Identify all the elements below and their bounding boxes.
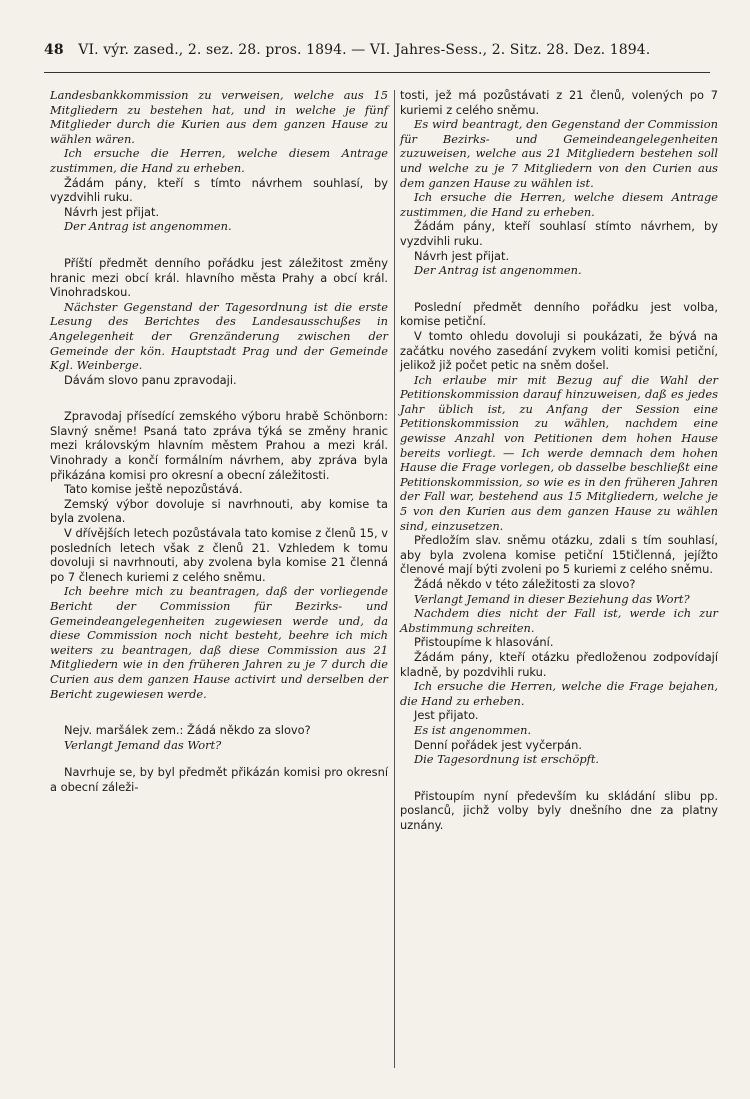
paragraph: Jest přijato. <box>414 708 479 723</box>
paragraph: Die Tagesordnung ist erschöpft. <box>414 752 600 767</box>
paragraph: tosti, jež má pozůstávati z 21 členů, volených po 7 kuriemi z celého sněmu. <box>400 88 718 117</box>
right-column <box>400 88 718 833</box>
page-number: 48 <box>44 42 64 58</box>
paragraph: Předložím slav. sněmu otázku, zdali s tím souhlasí, aby byla zvolena komise petiční 15tičlenná, jejížto členové mají býti zvoleni po 5 kuriemi z celého sněmu. <box>400 533 718 577</box>
paragraph: Es wird beantragt, den Gegenstand der Commission für Bezirks- und Gemeindeangelegenheiten zuzuweisen, welche aus 21 Mitgliedern bestehen soll und welche zu je 7 Mitgliedern von den Curien aus dem ganzen Hause zu wählen ist. <box>400 117 718 190</box>
header-rule <box>44 72 710 73</box>
paragraph: Návrh jest přijat. <box>414 248 510 263</box>
running-header <box>44 42 710 58</box>
paragraph: Ich erlaube mir mit Bezug auf die Wahl der Petitionskommission darauf hinzuweisen, daß es jedes Jahr üblich ist, zu Anfang der Session eine Petitionskommission zu wählen, nachdem eine gewisse Anzahl von Petitionen dem hohen Hause bereits vorliegt. — Ich werde demnach dem hohen Hause die Frage vorlegen, ob dasselbe beschließt eine Petitionskommission, so wie es in den früheren Jahren der Fall war, bestehend aus 15 Mitgliedern, welche je 5 von den Kurien aus dem ganzen Hause zu wählen sind, einzusetzen. <box>400 372 718 533</box>
paragraph: Ich ersuche die Herren, welche diesem Antrage zustimmen, die Hand zu erheben. <box>400 190 718 219</box>
paragraph: Poslední předmět denního pořádku jest volba, komise petiční. <box>400 299 718 329</box>
paragraph: Zemský výbor dovoluje si navrhnouti, aby komise ta byla zvolena. <box>50 496 388 526</box>
paragraph: Nächster Gegenstand der Tagesordnung ist die erste Lesung des Berichtes des Landesausschußes in Angelegenheit der Grenzänderung zwischen der Gemeinde der kön. Hauptstadt Prag und der Gemeinde Kgl. Weinberge. <box>50 299 388 373</box>
paragraph: Verlangt Jemand das Wort? <box>64 737 222 752</box>
paragraph: Es ist angenommen. <box>414 722 532 737</box>
paragraph: Návrh jest přijat. <box>64 204 160 219</box>
column-divider <box>394 90 395 1068</box>
running-title: VI. výr. zased., 2. sez. 28. pros. 1894. — VI. Jahres-Sess., 2. Sitz. 28. Dez. 1894. <box>78 42 651 58</box>
paragraph: Žádá někdo v této záležitosti za slovo? <box>414 577 636 591</box>
paragraph: V dřívějších letech pozůstávala tato komise z členů 15, v posledních letech však z členů 21. Vzhledem k tomu dovoluji si navrhnouti, aby zvolena byla komise 21 členná po 7 členech kuriemi z celého sněmu. <box>50 526 388 584</box>
paragraph: Navrhuje se, by byl předmět přikázán komisi pro okresní a obecní záleži- <box>50 765 388 794</box>
paragraph: Verlangt Jemand in dieser Beziehung das Wort? <box>414 591 690 606</box>
paragraph: Ich ersuche die Herren, welche diesem Antrage zustimmen, die Hand zu erheben. <box>50 146 388 175</box>
paragraph: Příští předmět denního pořádku jest záležitost změny hranic mezi obcí král. hlavního města Prahy a obcí král. Vinohradskou. <box>50 255 388 300</box>
paragraph: V tomto ohledu dovoluji si poukázati, že bývá na začátku nového zasedání zvykem voliti komisi petiční, jelikož již počet petic na sněm došel. <box>400 328 718 373</box>
paragraph: Der Antrag ist angenommen. <box>414 263 582 278</box>
paragraph: Žádám pány, kteří souhlasí stímto návrhem, by vyzdvihli ruku. <box>400 219 718 248</box>
paragraph: Nejv. maršálek zem.: Žádá někdo za slovo? <box>64 723 311 738</box>
paragraph: Žádám pány, kteří otázku předloženou zodpovídají kladně, by pozdvihli ruku. <box>400 649 718 679</box>
paragraph: Zpravodaj přísedící zemského výboru hrabě Schönborn: Slavný sněme! Psaná tato zpráva týká se změny hranic mezi královským hlavním městem Prahou a mezi král. Vinohrady a končí formálním návrhem, aby zpráva byla přikázána komisi pro okresní a obecní záležitosti. <box>50 409 388 482</box>
left-column <box>50 88 388 795</box>
paragraph: Tato komise ještě nepozůstává. <box>64 482 243 497</box>
paragraph: Nachdem dies nicht der Fall ist, werde ich zur Abstimmung schreiten. <box>400 606 718 635</box>
paragraph: Přistoupíme k hlasování. <box>414 635 554 650</box>
paragraph: Landesbankkommission zu verweisen, welche aus 15 Mitgliedern zu bestehen hat, und in welche je fünf Mitglieder durch die Kurien aus dem ganzen Hause zu wählen wären. <box>50 88 388 146</box>
paragraph: Ich ersuche die Herren, welche die Frage bejahen, die Hand zu erheben. <box>400 679 718 708</box>
paragraph: Dávám slovo panu zpravodaji. <box>64 372 237 387</box>
paragraph: Žádám pány, kteří s tímto návrhem souhlasí, by vyzdvihli ruku. <box>50 175 388 205</box>
paragraph: Ich beehre mich zu beantragen, daß der vorliegende Bericht der Commission für Bezirks- und Gemeindeangelegenheiten zugewiesen werde und, da diese Commission noch nicht besteht, beehre ich mich weiters zu beantragen, daß diese Commission aus 21 Mitgliedern wie in den früheren Jahren zu je 7 durch die Curien aus dem ganzen Hause activirt und derselben der Bericht zugewiesen werde. <box>50 584 388 701</box>
paragraph: Denní pořádek jest vyčerpán. <box>414 737 583 752</box>
paragraph: Přistoupím nyní především ku skládání slibu pp. poslanců, jichž volby byly dnešního dne za platny uznány. <box>400 788 718 832</box>
paragraph: Der Antrag ist angenommen. <box>64 219 232 234</box>
